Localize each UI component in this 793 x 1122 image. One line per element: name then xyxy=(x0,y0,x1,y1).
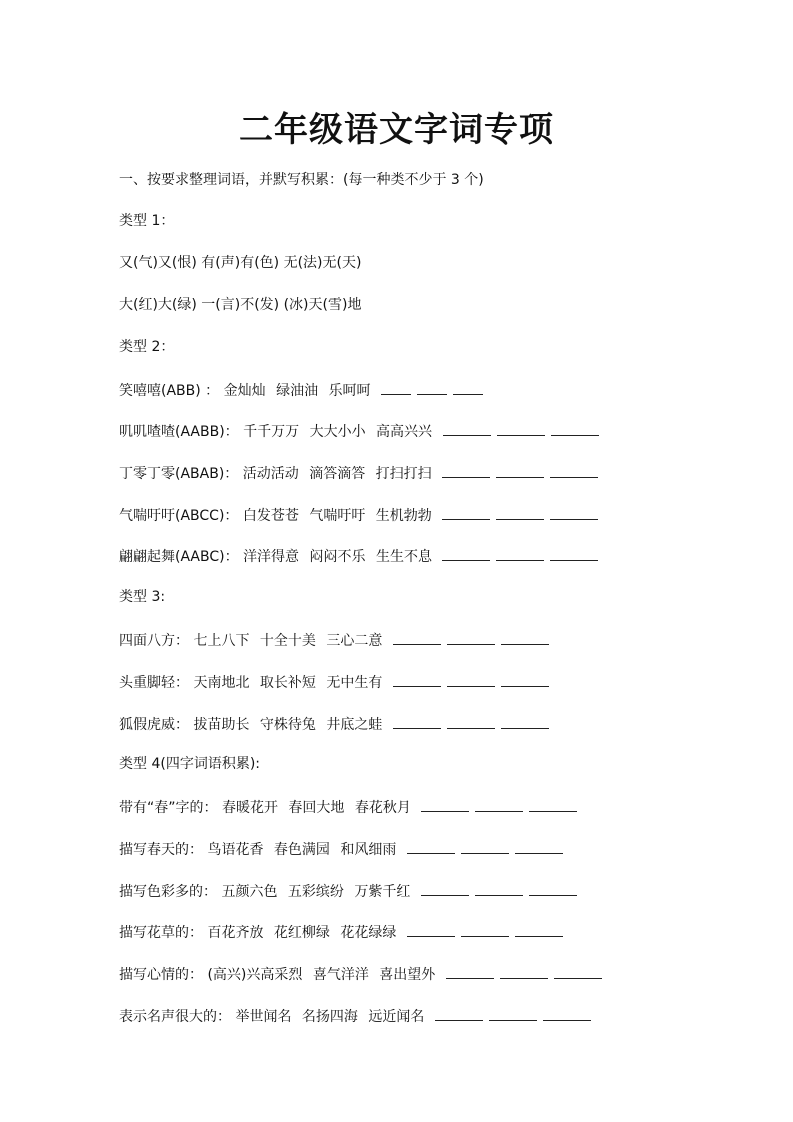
answer-blank[interactable] xyxy=(515,921,563,937)
exercise-row xyxy=(119,880,583,902)
example-word: 春暖花开 xyxy=(221,800,278,816)
exercise-row xyxy=(119,671,555,693)
answer-blank[interactable] xyxy=(461,838,509,854)
exercise-row xyxy=(119,504,604,526)
example-word: 喜出望外 xyxy=(379,967,436,983)
example-word: 生生不息 xyxy=(375,549,432,565)
example-word: 举世闻名 xyxy=(235,1009,292,1025)
example-word: 三心二意 xyxy=(326,633,383,649)
exercise-row xyxy=(119,921,569,943)
example-word: 打扫打扫 xyxy=(375,466,432,482)
example-word: 取长补短 xyxy=(259,675,316,691)
example-word: 滴答滴答 xyxy=(309,466,366,482)
answer-blank[interactable] xyxy=(442,504,490,520)
row-label: 丁零丁零(ABAB)： xyxy=(119,466,239,482)
answer-blank[interactable] xyxy=(393,629,441,645)
example-word: 五颜六色 xyxy=(221,884,278,900)
example-word: 金灿灿 xyxy=(223,383,266,399)
answer-blank[interactable] xyxy=(393,713,441,729)
section-intro: 一、按要求整理词语，并默写积累：(每一种类不少于 3 个) xyxy=(119,172,484,188)
row-label: 描写色彩多的： xyxy=(119,884,217,900)
example-word: 春色满园 xyxy=(273,842,330,858)
answer-blank[interactable] xyxy=(417,379,447,395)
row-label: 头重脚轻： xyxy=(119,675,189,691)
answer-blank[interactable] xyxy=(496,462,544,478)
exercise-row xyxy=(119,963,608,985)
answer-blank[interactable] xyxy=(550,545,598,561)
answer-blank[interactable] xyxy=(475,880,523,896)
answer-blank[interactable] xyxy=(447,713,495,729)
answer-blank[interactable] xyxy=(447,671,495,687)
example-word: 远近闻名 xyxy=(368,1009,425,1025)
row-label: 气喘吁吁(ABCC)： xyxy=(119,508,239,524)
example-word: 乐呵呵 xyxy=(328,383,371,399)
exercise-row xyxy=(119,629,555,651)
answer-blank[interactable] xyxy=(550,504,598,520)
example-word: 白发苍苍 xyxy=(242,508,299,524)
answer-blank[interactable] xyxy=(501,671,549,687)
exercise-row xyxy=(119,545,604,567)
exercise-row xyxy=(119,713,555,735)
exercise-row xyxy=(119,1005,597,1027)
type1-line-1: 又(气)又(恨) 有(声)有(色) 无(法)无(天) xyxy=(119,255,362,271)
example-word: 守株待兔 xyxy=(259,717,316,733)
example-word: 春花秋月 xyxy=(354,800,411,816)
answer-blank[interactable] xyxy=(554,963,602,979)
example-word: 七上八下 xyxy=(193,633,250,649)
example-word: 五彩缤纷 xyxy=(287,884,344,900)
example-word: 洋洋得意 xyxy=(243,549,300,565)
exercise-row xyxy=(119,379,489,401)
exercise-row xyxy=(119,838,569,860)
exercise-row xyxy=(119,796,583,818)
answer-blank[interactable] xyxy=(550,462,598,478)
example-word: 名扬四海 xyxy=(301,1009,358,1025)
answer-blank[interactable] xyxy=(496,545,544,561)
example-word: 绿油油 xyxy=(276,383,319,399)
answer-blank[interactable] xyxy=(529,796,577,812)
row-label: 笑嘻嘻(ABB) ： xyxy=(119,383,220,399)
row-label: 叽叽喳喳(AABB)： xyxy=(119,424,239,440)
answer-blank[interactable] xyxy=(475,796,523,812)
answer-blank[interactable] xyxy=(442,545,490,561)
example-word: 拔苗助长 xyxy=(193,717,250,733)
answer-blank[interactable] xyxy=(501,713,549,729)
example-word: 活动活动 xyxy=(242,466,299,482)
answer-blank[interactable] xyxy=(421,796,469,812)
type1-heading: 类型 1： xyxy=(119,213,175,229)
row-label: 描写花草的： xyxy=(119,925,203,941)
example-word: 十全十美 xyxy=(259,633,316,649)
row-label: 狐假虎威： xyxy=(119,717,189,733)
answer-blank[interactable] xyxy=(393,671,441,687)
answer-blank[interactable] xyxy=(489,1005,537,1021)
example-word: 闷闷不乐 xyxy=(309,549,366,565)
answer-blank[interactable] xyxy=(501,629,549,645)
example-word: 和风细雨 xyxy=(340,842,397,858)
answer-blank[interactable] xyxy=(442,462,490,478)
example-word: 千千万万 xyxy=(243,424,300,440)
example-word: (高兴)兴高采烈 xyxy=(207,967,303,983)
answer-blank[interactable] xyxy=(435,1005,483,1021)
answer-blank[interactable] xyxy=(447,629,495,645)
answer-blank[interactable] xyxy=(497,420,545,436)
type1-line-2: 大(红)大(绿) 一(言)不(发) (冰)天(雪)地 xyxy=(119,297,362,313)
example-word: 喜气洋洋 xyxy=(312,967,369,983)
row-label: 四面八方： xyxy=(119,633,189,649)
example-word: 气喘吁吁 xyxy=(309,508,366,524)
type4-heading: 类型 4(四字词语积累): xyxy=(119,756,260,772)
example-word: 无中生有 xyxy=(326,675,383,691)
row-label: 描写春天的： xyxy=(119,842,203,858)
answer-blank[interactable] xyxy=(381,379,411,395)
answer-blank[interactable] xyxy=(407,838,455,854)
answer-blank[interactable] xyxy=(446,963,494,979)
type3-heading: 类型 3: xyxy=(119,589,166,605)
example-word: 花红柳绿 xyxy=(273,925,330,941)
answer-blank[interactable] xyxy=(543,1005,591,1021)
row-label: 翩翩起舞(AABC)： xyxy=(119,549,239,565)
example-word: 春回大地 xyxy=(288,800,345,816)
answer-blank[interactable] xyxy=(529,880,577,896)
type2-heading: 类型 2： xyxy=(119,339,175,355)
example-word: 万紫千红 xyxy=(354,884,411,900)
answer-blank[interactable] xyxy=(453,379,483,395)
page-title: 二年级语文字词专项 xyxy=(239,110,554,150)
answer-blank[interactable] xyxy=(500,963,548,979)
example-word: 天南地北 xyxy=(193,675,250,691)
answer-blank[interactable] xyxy=(551,420,599,436)
answer-blank[interactable] xyxy=(496,504,544,520)
example-word: 井底之蛙 xyxy=(326,717,383,733)
example-word: 花花绿绿 xyxy=(340,925,397,941)
example-word: 百花齐放 xyxy=(207,925,264,941)
example-word: 鸟语花香 xyxy=(207,842,264,858)
exercise-row xyxy=(119,462,604,484)
answer-blank[interactable] xyxy=(421,880,469,896)
exercise-row xyxy=(119,420,605,442)
row-label: 描写心情的： xyxy=(119,967,203,983)
example-word: 生机勃勃 xyxy=(375,508,432,524)
example-word: 高高兴兴 xyxy=(376,424,433,440)
row-label: 带有“春”字的： xyxy=(119,800,218,816)
answer-blank[interactable] xyxy=(515,838,563,854)
answer-blank[interactable] xyxy=(443,420,491,436)
row-label: 表示名声很大的： xyxy=(119,1009,231,1025)
answer-blank[interactable] xyxy=(461,921,509,937)
answer-blank[interactable] xyxy=(407,921,455,937)
example-word: 大大小小 xyxy=(309,424,366,440)
